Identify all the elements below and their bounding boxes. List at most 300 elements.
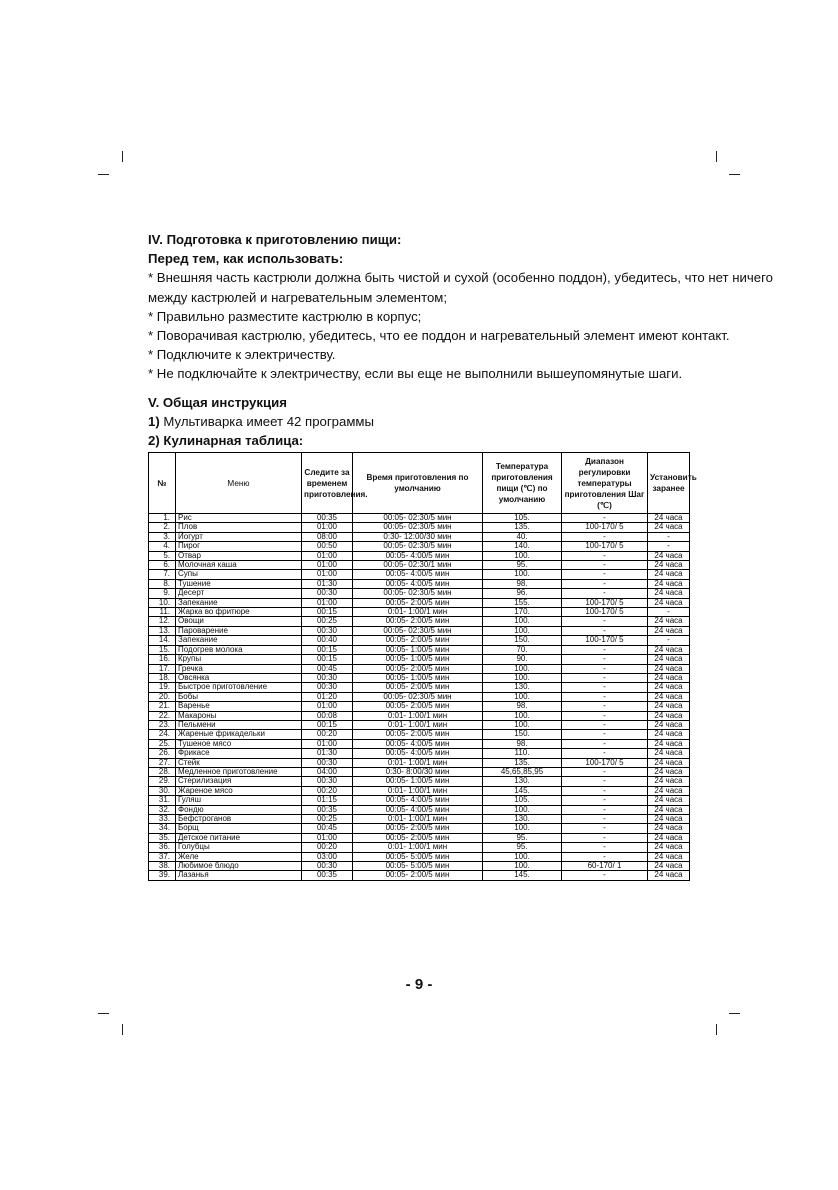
section-general-instruction [148,393,708,451]
preset: 24 часа [648,871,690,880]
row-number: 3. [149,532,176,541]
preset: - [648,636,690,645]
row-number: 6. [149,561,176,570]
temp-range: - [562,786,648,795]
default-time: 00:05- 4:00/5 мин [353,739,483,748]
temp-range: 60-170/ 1 [562,862,648,871]
row-number: 9. [149,589,176,598]
default-temp: 98. [483,579,562,588]
header-default-temp: Температура приготовления пищи (℃) по умолчанию [483,453,562,514]
preset: 24 часа [648,570,690,579]
program-name: Варенье [176,702,302,711]
preset: 24 часа [648,702,690,711]
follow-time: 01:00 [302,561,353,570]
default-temp: 100. [483,570,562,579]
program-name: Овощи [176,617,302,626]
follow-time: 00:20 [302,843,353,852]
temp-range: - [562,711,648,720]
default-time: 0:30- 12:00/30 мин [353,532,483,541]
default-time: 00:05- 02:30/5 мин [353,514,483,523]
row-number: 37. [149,852,176,861]
row-number: 12. [149,617,176,626]
default-temp: 90. [483,655,562,664]
row-number: 16. [149,655,176,664]
table-header-row [149,453,690,514]
program-name: Тушеное мясо [176,739,302,748]
default-temp: 150. [483,730,562,739]
preset: 24 часа [648,749,690,758]
default-time: 00:05- 2:00/5 мин [353,824,483,833]
program-name: Стерилизация [176,777,302,786]
temp-range: - [562,532,648,541]
temp-range: - [562,645,648,654]
table-row [149,702,690,711]
follow-time: 01:00 [302,570,353,579]
row-number: 10. [149,598,176,607]
temp-range: - [562,692,648,701]
preset: 24 часа [648,683,690,692]
temp-range: - [562,561,648,570]
default-temp: 130. [483,815,562,824]
preset: - [648,532,690,541]
follow-time: 00:15 [302,608,353,617]
temp-range: - [562,824,648,833]
header-follow-time: Следите за временем приготовления. [302,453,353,514]
preset: 24 часа [648,514,690,523]
preset: 24 часа [648,843,690,852]
row-number: 5. [149,551,176,560]
default-temp: 98. [483,702,562,711]
default-temp: 100. [483,720,562,729]
row-number: 34. [149,824,176,833]
follow-time: 00:30 [302,589,353,598]
follow-time: 01:30 [302,749,353,758]
program-name: Йогурт [176,532,302,541]
preset: 24 часа [648,617,690,626]
follow-time: 00:20 [302,730,353,739]
temp-range: - [562,655,648,664]
follow-time: 00:45 [302,664,353,673]
row-number: 35. [149,833,176,842]
default-time: 00:05- 2:00/5 мин [353,664,483,673]
preset: 24 часа [648,730,690,739]
row-number: 15. [149,645,176,654]
follow-time: 00:25 [302,815,353,824]
preset: 24 часа [648,852,690,861]
follow-time: 00:30 [302,683,353,692]
follow-time: 00:15 [302,720,353,729]
preset: 24 часа [648,561,690,570]
temp-range: - [562,579,648,588]
default-time: 00:05- 1:00/5 мин [353,655,483,664]
follow-time: 00:30 [302,673,353,682]
program-name: Желе [176,852,302,861]
default-time: 0:01- 1:00/1 мин [353,843,483,852]
table-row [149,871,690,880]
instruction-line: * Правильно разместите кастрюлю в корпус; [148,308,422,324]
default-temp: 105. [483,796,562,805]
follow-time: 00:35 [302,805,353,814]
default-temp: 98. [483,739,562,748]
default-temp: 145. [483,871,562,880]
preset: 24 часа [648,805,690,814]
default-time: 00:05- 2:00/5 мин [353,598,483,607]
row-number: 25. [149,739,176,748]
default-temp: 100. [483,862,562,871]
preset: 24 часа [648,815,690,824]
preset: 24 часа [648,664,690,673]
follow-time: 01:30 [302,579,353,588]
default-time: 00:05- 4:00/5 мин [353,749,483,758]
table-row [149,523,690,532]
table-body [149,514,690,881]
row-number: 36. [149,843,176,852]
instruction-line: * Внешняя часть кастрюли должна быть чистой и сухой (особенно поддон), убедитесь, что нет ничего [148,270,773,286]
default-temp: 155. [483,598,562,607]
default-temp: 95. [483,833,562,842]
table-row [149,824,690,833]
section-preparation [148,230,773,384]
default-time: 0:01- 1:00/1 мин [353,720,483,729]
temp-range: - [562,805,648,814]
follow-time: 00:30 [302,777,353,786]
default-time: 0:01- 1:00/1 мин [353,608,483,617]
program-name: Жарка во фритюре [176,608,302,617]
default-temp: 96. [483,589,562,598]
default-temp: 100. [483,692,562,701]
program-name: Бефстроганов [176,815,302,824]
default-temp: 145. [483,786,562,795]
default-time: 00:05- 4:00/5 мин [353,570,483,579]
preset: 24 часа [648,523,690,532]
preset: 24 часа [648,862,690,871]
section-subtitle: Перед тем, как использовать: [148,251,344,267]
temp-range: - [562,514,648,523]
program-name: Бобы [176,692,302,701]
program-name: Крупы [176,655,302,664]
program-name: Плов [176,523,302,532]
row-number: 24. [149,730,176,739]
program-name: Любимое блюдо [176,862,302,871]
preset: 24 часа [648,777,690,786]
program-count-line: 1) Мультиварка имеет 42 программы [148,414,374,430]
default-time: 00:05- 02:30/1 мин [353,561,483,570]
program-name: Фондю [176,805,302,814]
default-temp: 40. [483,532,562,541]
default-temp: 100. [483,852,562,861]
default-temp: 95. [483,561,562,570]
row-number: 19. [149,683,176,692]
temp-range: - [562,720,648,729]
default-temp: 100. [483,711,562,720]
default-time: 0:30- 8:00/30 мин [353,767,483,776]
default-temp: 100. [483,824,562,833]
preset: 24 часа [648,645,690,654]
program-name: Пароварение [176,626,302,635]
temp-range: - [562,871,648,880]
default-time: 00:05- 02:30/5 мин [353,523,483,532]
default-temp: 100. [483,617,562,626]
default-temp: 100. [483,551,562,560]
row-number: 21. [149,702,176,711]
temp-range: - [562,852,648,861]
temp-range: - [562,551,648,560]
section-title: V. Общая инструкция [148,395,287,410]
preset: 24 часа [648,626,690,635]
table-row [149,843,690,852]
page-number: - 9 - [405,976,433,993]
program-name: Запекание [176,598,302,607]
cooking-table [148,452,697,881]
preset: 24 часа [648,824,690,833]
temp-range: 100-170/ 5 [562,758,648,767]
preset: 24 часа [648,833,690,842]
header-num: № [149,453,176,514]
default-time: 00:05- 2:00/5 мин [353,617,483,626]
follow-time: 00:35 [302,871,353,880]
header-default-time: Время приготовления по умолчанию [353,453,483,514]
preset: 24 часа [648,739,690,748]
default-temp: 100. [483,805,562,814]
table-row [149,589,690,598]
temp-range: 100-170/ 5 [562,608,648,617]
follow-time: 01:00 [302,833,353,842]
default-temp: 100. [483,664,562,673]
program-name: Отвар [176,551,302,560]
preset: 24 часа [648,796,690,805]
follow-time: 01:00 [302,523,353,532]
temp-range: 100-170/ 5 [562,598,648,607]
table-row [149,617,690,626]
preset: 24 часа [648,786,690,795]
row-number: 33. [149,815,176,824]
program-name: Голубцы [176,843,302,852]
crop-mark [716,1024,717,1035]
table-row [149,749,690,758]
default-time: 00:05- 02:30/5 мин [353,542,483,551]
table-caption: 2) Кулинарная таблица: [148,433,304,449]
row-number: 4. [149,542,176,551]
default-temp: 100. [483,626,562,635]
temp-range: - [562,730,648,739]
program-name: Тушение [176,579,302,588]
program-name: Жареные фрикадельки [176,730,302,739]
follow-time: 03:00 [302,852,353,861]
preset: 24 часа [648,551,690,560]
default-time: 00:05- 1:00/5 мин [353,645,483,654]
program-name: Борщ [176,824,302,833]
default-temp: 140. [483,542,562,551]
header-menu: Меню [176,453,302,514]
row-number: 17. [149,664,176,673]
header-temp-range: Диапазон регулировки температуры приготовления Шаг (℃) [562,453,648,514]
default-time: 00:05- 02:30/5 мин [353,589,483,598]
follow-time: 00:15 [302,645,353,654]
default-time: 00:05- 1:00/5 мин [353,777,483,786]
preset: 24 часа [648,655,690,664]
temp-range: - [562,673,648,682]
follow-time: 08:00 [302,532,353,541]
temp-range: - [562,833,648,842]
temp-range: - [562,739,648,748]
crop-mark [122,151,123,162]
crop-mark [716,151,717,162]
row-number: 20. [149,692,176,701]
row-number: 2. [149,523,176,532]
crop-mark [729,1013,740,1014]
follow-time: 00:45 [302,824,353,833]
temp-range: - [562,749,648,758]
table-row [149,796,690,805]
temp-range: - [562,815,648,824]
crop-mark [98,174,109,175]
row-number: 31. [149,796,176,805]
default-temp: 130. [483,683,562,692]
preset: 24 часа [648,579,690,588]
temp-range: - [562,767,648,776]
row-number: 26. [149,749,176,758]
table-row [149,777,690,786]
row-number: 29. [149,777,176,786]
row-number: 27. [149,758,176,767]
program-name: Жареное мясо [176,786,302,795]
default-temp: 135. [483,758,562,767]
section-title: IV. Подготовка к приготовлению пищи: [148,232,402,247]
follow-time: 01:15 [302,796,353,805]
program-name: Гуляш [176,796,302,805]
follow-time: 00:40 [302,636,353,645]
follow-time: 00:20 [302,786,353,795]
default-time: 00:05- 2:00/5 мин [353,636,483,645]
row-number: 1. [149,514,176,523]
row-number: 13. [149,626,176,635]
default-time: 00:05- 02:30/5 мин [353,626,483,635]
table-row [149,655,690,664]
program-name: Детское питание [176,833,302,842]
default-time: 00:05- 2:00/5 мин [353,683,483,692]
program-name: Десерт [176,589,302,598]
temp-range: - [562,570,648,579]
follow-time: 00:30 [302,626,353,635]
temp-range: - [562,664,648,673]
instruction-line: * Не подключайте к электричеству, если вы еще не выполнили вышеупомянутые шаги. [148,366,683,382]
default-time: 00:05- 4:00/5 мин [353,579,483,588]
follow-time: 00:35 [302,514,353,523]
crop-mark [729,174,740,175]
program-name: Запекание [176,636,302,645]
default-time: 00:05- 4:00/5 мин [353,551,483,560]
program-name: Рис [176,514,302,523]
program-name: Макароны [176,711,302,720]
default-time: 00:05- 2:00/5 мин [353,833,483,842]
crop-mark [98,1013,109,1014]
row-number: 7. [149,570,176,579]
table-row [149,730,690,739]
follow-time: 00:08 [302,711,353,720]
program-name: Овсянка [176,673,302,682]
follow-time: 01:00 [302,739,353,748]
follow-time: 00:50 [302,542,353,551]
default-temp: 95. [483,843,562,852]
instruction-line: между кастрюлей и нагревательным элементом; [148,289,448,305]
row-number: 22. [149,711,176,720]
table-row [149,636,690,645]
follow-time: 00:15 [302,655,353,664]
table-row [149,683,690,692]
default-time: 00:05- 2:00/5 мин [353,702,483,711]
preset: 24 часа [648,758,690,767]
temp-range: 100-170/ 5 [562,542,648,551]
follow-time: 04:00 [302,767,353,776]
preset: 24 часа [648,673,690,682]
row-number: 28. [149,767,176,776]
default-time: 00:05- 4:00/5 мин [353,805,483,814]
default-time: 00:05- 02:30/5 мин [353,692,483,701]
follow-time: 01:00 [302,598,353,607]
crop-mark [122,1024,123,1035]
preset: 24 часа [648,692,690,701]
default-time: 0:01- 1:00/1 мин [353,786,483,795]
program-name: Стейк [176,758,302,767]
program-name: Медленное приготовление [176,767,302,776]
default-time: 00:05- 5:00/5 мин [353,852,483,861]
header-preset: Установить заранее [648,453,690,514]
default-time: 00:05- 2:00/5 мин [353,871,483,880]
row-number: 18. [149,673,176,682]
program-name: Супы [176,570,302,579]
row-number: 32. [149,805,176,814]
program-name: Быстрое приготовление [176,683,302,692]
preset: 24 часа [648,589,690,598]
follow-time: 01:00 [302,551,353,560]
row-number: 30. [149,786,176,795]
preset: - [648,608,690,617]
preset: 24 часа [648,598,690,607]
program-name: Подогрев молока [176,645,302,654]
program-name: Гречка [176,664,302,673]
default-temp: 150. [483,636,562,645]
row-number: 14. [149,636,176,645]
temp-range: - [562,702,648,711]
preset: 24 часа [648,767,690,776]
program-name: Молочная каша [176,561,302,570]
default-time: 00:05- 1:00/5 мин [353,673,483,682]
default-time: 00:05- 4:00/5 мин [353,796,483,805]
table-row [149,570,690,579]
default-time: 0:01- 1:00/1 мин [353,815,483,824]
row-number: 38. [149,862,176,871]
default-temp: 105. [483,514,562,523]
instruction-line: * Подключите к электричеству. [148,347,336,363]
default-time: 00:05- 5:00/5 мин [353,862,483,871]
default-temp: 45,65,85,95 [483,767,562,776]
temp-range: - [562,843,648,852]
follow-time: 00:30 [302,862,353,871]
default-temp: 130. [483,777,562,786]
instruction-line: * Поворачивая кастрюлю, убедитесь, что ее поддон и нагревательный элемент имеют контакт. [148,328,730,344]
row-number: 8. [149,579,176,588]
default-time: 0:01- 1:00/1 мин [353,711,483,720]
temp-range: - [562,626,648,635]
temp-range: 100-170/ 5 [562,523,648,532]
row-number: 11. [149,608,176,617]
default-temp: 100. [483,673,562,682]
follow-time: 01:00 [302,702,353,711]
temp-range: - [562,777,648,786]
preset: - [648,542,690,551]
temp-range: 100-170/ 5 [562,636,648,645]
program-name: Лазанья [176,871,302,880]
